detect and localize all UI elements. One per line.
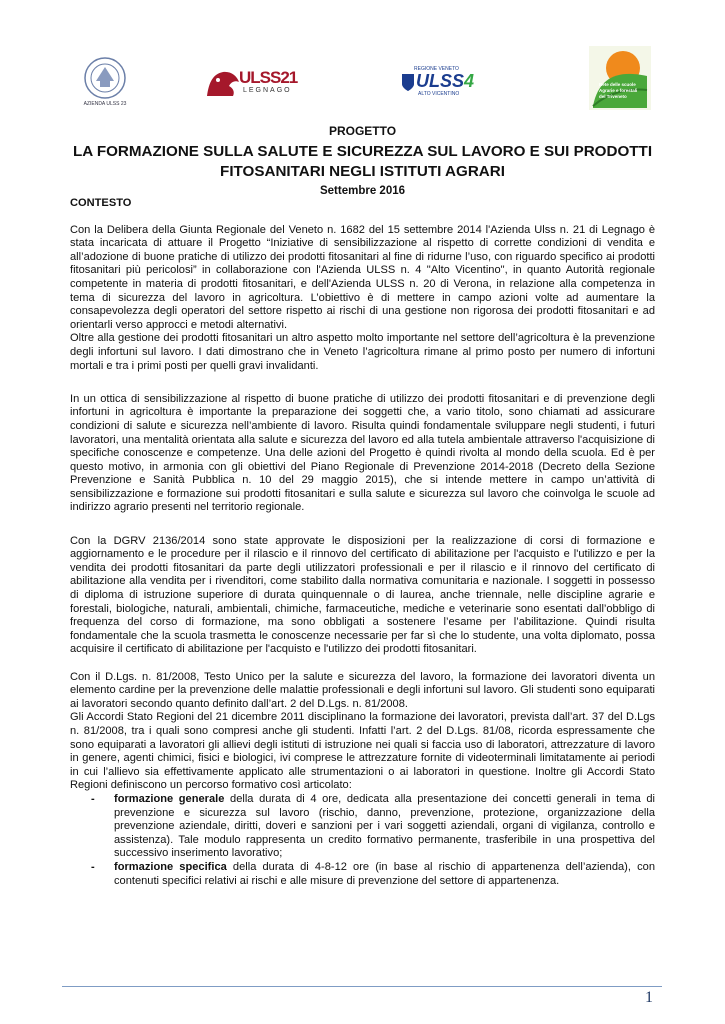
list-dash: - <box>91 792 95 805</box>
document-title <box>70 142 655 182</box>
ulss4-region: REGIONE VENETO <box>414 66 459 72</box>
paragraph-6: Gli Accordi Stato Regioni del 21 dicembre 2011 disciplinano la formazione dei lavoratori, prevista dall’art. 37 del D.Lgs n. 81/2008, tra i quali sono compresi anche gli studenti. Infatti l’art. 2 del D.Lgs. 81/08, ricorda espressamente che sono equiparati a lavoratori gli allievi degli istituti di istruzione nei quali si faccia uso di laboratori, attrezzature di lavoro in genere, agenti chimici, fisici e biologici, ivi comprese le attrezzature fornite di videoterminali limitatamente ai periodi in cui l’allievo sia effettivamente applicato alle strumentazioni o ai laboratori in questione. Inoltre gli Accordi Stato Regioni definiscono un percorso formativo così articolato: <box>70 711 655 792</box>
rete-line1: Rete delle scuole <box>599 82 636 87</box>
shield-icon <box>400 72 416 92</box>
rete-logo <box>589 46 651 110</box>
rete-line2: Agrarie e forestali <box>599 88 638 93</box>
title-line-1: LA FORMAZIONE SULLA SALUTE E SICUREZZA SUL LAVORO E SUI PRODOTTI <box>72 143 653 160</box>
list-term: formazione specifica <box>114 860 227 873</box>
document-date: Settembre 2016 <box>319 185 406 197</box>
list-term: formazione generale <box>114 792 225 805</box>
project-label: PROGETTO <box>328 124 397 138</box>
ulss21-number: ULSS21 <box>239 68 298 87</box>
ulss4-sub: ALTO VICENTINO <box>418 91 460 97</box>
ulss23-logo <box>76 55 134 111</box>
ulss21-city: LEGNAGO <box>243 87 292 94</box>
page-number: 1 <box>645 989 653 1006</box>
ulss21-logo <box>203 68 303 100</box>
footer-divider <box>62 986 662 987</box>
ulss4-name-text: ULSS <box>416 71 465 91</box>
ulss4-name <box>416 71 474 92</box>
list-item <box>70 861 655 888</box>
lion-icon <box>203 68 243 98</box>
document-header <box>70 124 655 197</box>
ulss23-caption: AZIENDA ULSS 23 <box>83 101 127 107</box>
section-title: CONTESTO <box>70 197 132 209</box>
list-item <box>70 793 655 861</box>
title-line-2: FITOSANITARI NEGLI ISTITUTI AGRARI <box>220 163 505 180</box>
ulss4-num: 4 <box>464 71 475 91</box>
list-text: della durata di 4 ore, dedicata alla presentazione dei concetti generali in tema di prevenzione e sicurezza sul lavoro (rischio, danno, prevenzione, protezione, organizzazione della prevenzione aziendale, diritti, doveri e sanzioni per i vari soggetti aziendali, organi di vigilanza, controllo e assistenza). Tale modulo rappresenta un credito formativo permanente, trasferibile in una prospettiva del successivo inserimento lavorativo; <box>114 792 656 860</box>
list-text: della durata di 4-8-12 ore (in base al rischio di appartenenza dell’azienda), con contenuti specifici relativi ai rischi e alle misure di prevenzione del settore di appartenenza. <box>114 860 655 887</box>
document-body <box>70 197 655 888</box>
paragraph-4: Con la DGRV 2136/2014 sono state approvate le disposizioni per la realizzazione di corsi di formazione e aggiornamento e le procedure per il rilascio e il rinnovo del certificato di abilitazione per l'acquisto e l'utilizzo e per la vendita dei prodotti fitosanitari da parte degli utilizzatori professionali e per il rilascio e il rinnovo del certificato di abilitazione alla vendita per i rivenditori, come stabilito dalla normativa comunitaria e nazionale. I soggetti in possesso di diploma di istruzione superiore di durata quinquennale o di laurea, anche triennale, nelle discipline agrarie e forestali, biologiche, naturali, ambientali, chimiche, farmaceutiche, mediche e veterinarie sono esentati dall’obbligo di frequenza del corso di formazione, ma sono obbligati a sostenere l’esame per l’abilitazione. Quindi risulta fondamentale che la scuola trasmetta le conoscenze necessarie per far sì che lo studente, una volta diplomato, possa acquisire il certificato di abilitazione per l'acquisto e l'utilizzo dei prodotti fitosanitari. <box>70 534 655 656</box>
ulss4-logo <box>400 64 480 104</box>
rete-line3: del Triveneto <box>599 94 627 99</box>
rete-emblem-icon <box>589 46 651 110</box>
training-list <box>70 793 655 888</box>
paragraph-2: Oltre alla gestione dei prodotti fitosanitari un altro aspetto molto importante nel settore dell’agricoltura è la prevenzione degli infortuni sul lavoro. I dati dimostrano che in Veneto l’agricoltura rimane al primo posto per numero di infortuni mortali e tra i primi posti per quelli gravi invalidanti. <box>70 332 655 372</box>
paragraph-5: Con il D.Lgs. n. 81/2008, Testo Unico per la salute e sicurezza del lavoro, la formazione dei lavoratori diventa un elemento cardine per la prevenzione delle malattie professionali e degli infortuni sul lavoro. Gli studenti sono equiparati ai lavoratori secondo quanto definito dall’art. 2 del D.Lgs. n. 81/2008. <box>70 670 655 710</box>
logo-bar <box>0 0 725 110</box>
paragraph-3: In un ottica di sensibilizzazione al rispetto di buone pratiche di utilizzo dei prodotti fitosanitari e di prevenzione degli infortuni in agricoltura è importante la preparazione dei soggetti che, a vario titolo, sono chiamati ad assicurare condizioni di salute e sicurezza nell’ambiente di lavoro. Risulta quindi fondamentale sviluppare negli studenti, i futuri lavoratori, una mentalità orientata alla salute e sicurezza del lavoro ed alla tutela ambientale attraverso l'acquisizione di specifiche conoscenze e competenze. Una delle azioni del Progetto è quindi rivolta al mondo della scuola. Ed è per questo motivo, in armonia con gli obiettivi del Piano Regionale di Prevenzione 2014-2018 (Decreto della Sezione Prevenzione e Sanità Pubblica n. 10 del 29 maggio 2015), che si intende mettere in campo un’attività di sensibilizzazione e formazione sui prodotti fitosanitari e sulla salute e sicurezza sul lavoro che coinvolga le scuole ad indirizzo agrario presenti nel territorio regionale. <box>70 392 655 514</box>
paragraph-1: Con la Delibera della Giunta Regionale del Veneto n. 1682 del 15 settembre 2014 l'Azienda Ulss n. 21 di Legnago è stata incaricata di attuare il Progetto “Iniziative di sensibilizzazione al rispetto di corrette condizioni di vendita e all’adozione di buone pratiche di utilizzo dei prodotti fitosanitari al fine di ridurne l’uso, con riguardo specifico ai prodotti fitosanitari più pericolosi” in collaborazione con l'Azienda ULSS n. 4 "Alto Vicentino", in quanto Autorità regionale competente in materia di prodotti fitosanitari, e dell'Azienda ULSS n. 20 di Verona, in relazione alla competenza in tema di sicurezza del lavoro in agricoltura. L’obiettivo è di mettere in campo azioni volte ad aumentare la consapevolezza degli operatori del settore rispetto ai rischi di una gestione non rigorosa dei prodotti fitosanitari e ad orientarli verso approcci e metodi alternativi. <box>70 223 655 331</box>
list-dash: - <box>91 860 95 873</box>
